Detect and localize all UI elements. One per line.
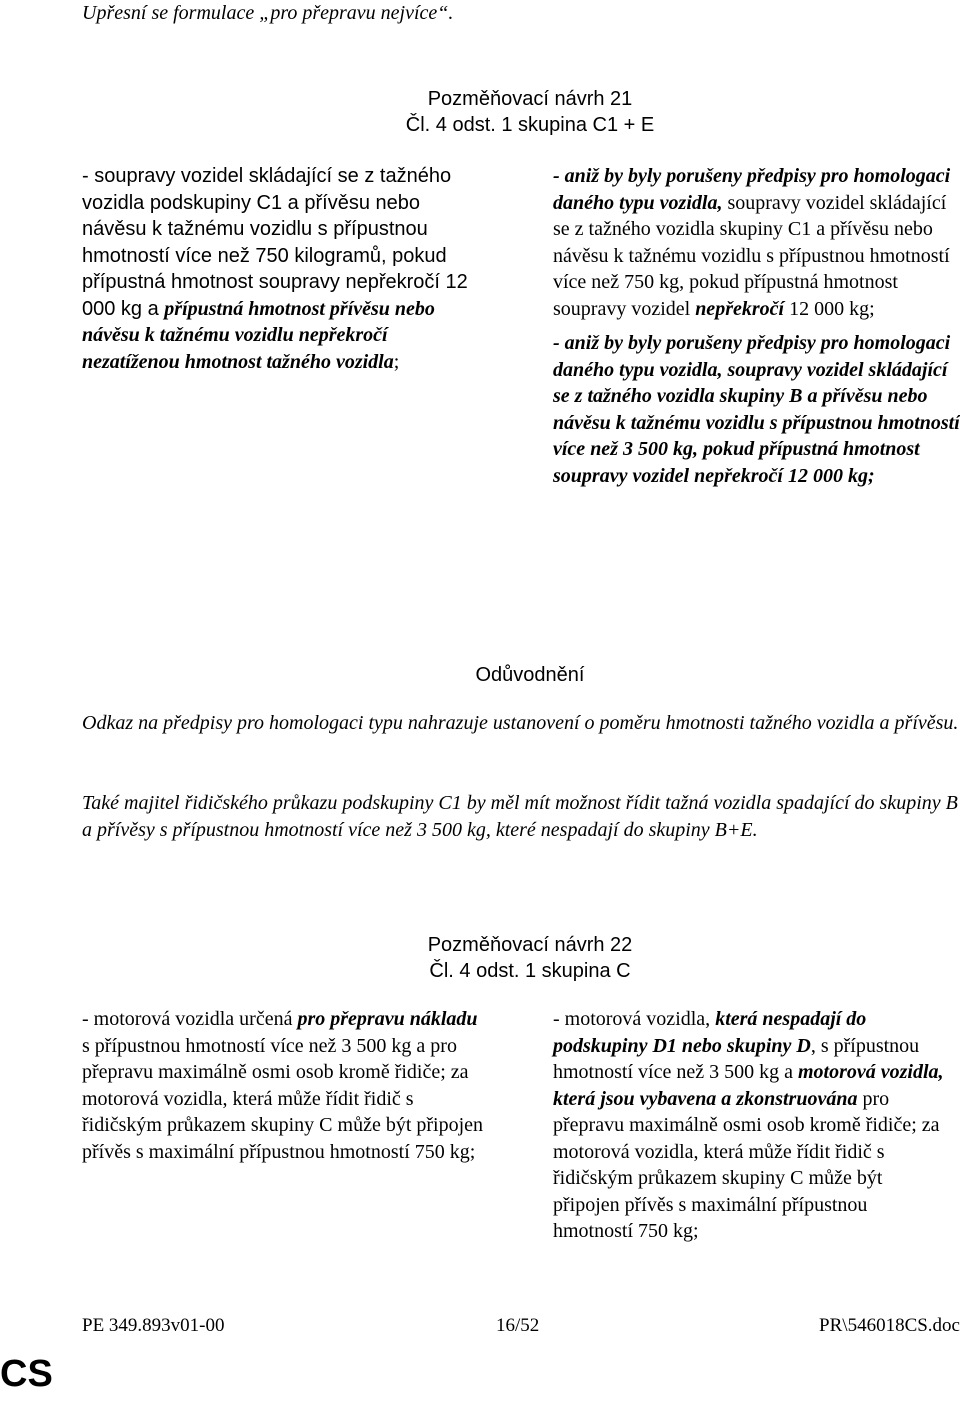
amendment-22-parliament-text	[553, 1006, 948, 1245]
amendment-22-commission-text	[82, 1006, 487, 1165]
am21-right-text-2: soupravy vozidel skládající se z tažného vozidla skupiny C1 a přívěsu nebo návěsu k tažnému vozidlu s přípustnou hmotností více než 750 kg, pokud přípustná hmotnost soupravy vozidel	[553, 191, 950, 320]
amendment-21-commission-text	[82, 163, 482, 375]
intro-note: Upřesní se formulace „pro přepravu nejvíce“.	[82, 2, 454, 24]
amendment-22-reference: Čl. 4 odst. 1 skupina C	[429, 960, 631, 982]
am21-right-text-1: - aniž by byly porušeny předpisy pro homologaci daného typu vozidla,	[553, 165, 951, 214]
footer-filename: PR\546018CS.doc	[819, 1315, 960, 1336]
language-code: CS	[0, 1353, 53, 1395]
am21-left-text-3: ;	[393, 350, 400, 373]
amendment-22-title: Pozměňovací návrh 22	[427, 934, 633, 956]
am21-right-para-2: - aniž by byly porušeny předpisy pro homologaci daného typu vozidla, soupravy vozidel skládající se z tažného vozidla skupiny B a přívěsu nebo návěsu k tažnému vozidlu s přípustnou hmotností více než 3 500 kg, pokud přípustná hmotnost soupravy vozidel nepřekročí 12 000 kg;	[553, 332, 960, 487]
am21-right-text-4: 12 000 kg;	[784, 297, 875, 320]
amendment-21-parliament-text	[553, 163, 960, 489]
am22-right-text-1: - motorová vozidla,	[553, 1008, 716, 1030]
am22-right-text-4: motorová vozidla, která jsou vybavena a zkonstruována	[553, 1061, 944, 1110]
am21-right-text-3: nepřekročí	[695, 297, 785, 320]
footer-page-number: 16/52	[496, 1315, 540, 1336]
am22-left-text-3: s přípustnou hmotností více než 3 500 kg a pro přepravu maximálně osmi osob kromě řidiče; za motorová vozidla, která může řídit řidič s řidičským průkazem skupiny C může být připojen přívěs s maximální přípustnou hmotností 750 kg;	[82, 1034, 484, 1163]
justification-heading: Odůvodnění	[475, 664, 585, 686]
amendment-21-reference: Čl. 4 odst. 1 skupina C1 + E	[405, 114, 655, 136]
am22-right-text-2: která nespadají do podskupiny D1 nebo skupiny D	[553, 1008, 867, 1057]
am21-left-text-2: přípustná hmotnost přívěsu nebo návěsu k tažnému vozidlu nepřekročí nezatíženou hmotnost tažného vozidla	[82, 297, 435, 373]
am22-left-text-1: - motorová vozidla určená	[82, 1008, 298, 1030]
amendment-21-title: Pozměňovací návrh 21	[427, 88, 633, 110]
am21-right-para-1	[553, 163, 960, 322]
am21-left-text-1: - soupravy vozidel skládající se z tažného vozidla podskupiny C1 a přívěsu nebo návěsu k tažnému vozidlu s přípustnou hmotností více než 750 kilogramů, pokud přípustná hmotnost soupravy nepřekročí 12 000 kg a	[82, 165, 468, 320]
am22-right-text-5: pro přepravu maximálně osmi osob kromě řidiče; za motorová vozidla, která může řídit řidič s řidičským průkazem skupiny C může být připojen přívěs s maximální přípustnou hmotností 750 kg;	[553, 1087, 940, 1242]
footer-document-number: PE 349.893v01-00	[82, 1315, 225, 1336]
justification-paragraph-1: Odkaz na předpisy pro homologaci typu nahrazuje ustanovení o poměru hmotnosti tažného vozidla a přívěsu.	[82, 712, 959, 734]
am22-right-text-3: , s přípustnou hmotností více než 3 500 kg a	[553, 1034, 920, 1083]
justification-paragraph-2: Také majitel řidičského průkazu podskupiny C1 by měl mít možnost řídit tažná vozidla spadající do skupiny B a přívěsy s přípustnou hmotností více než 3 500 kg, které nespadají do skupiny B+E.	[82, 792, 958, 841]
am22-left-text-2: pro přepravu nákladu	[297, 1008, 478, 1030]
